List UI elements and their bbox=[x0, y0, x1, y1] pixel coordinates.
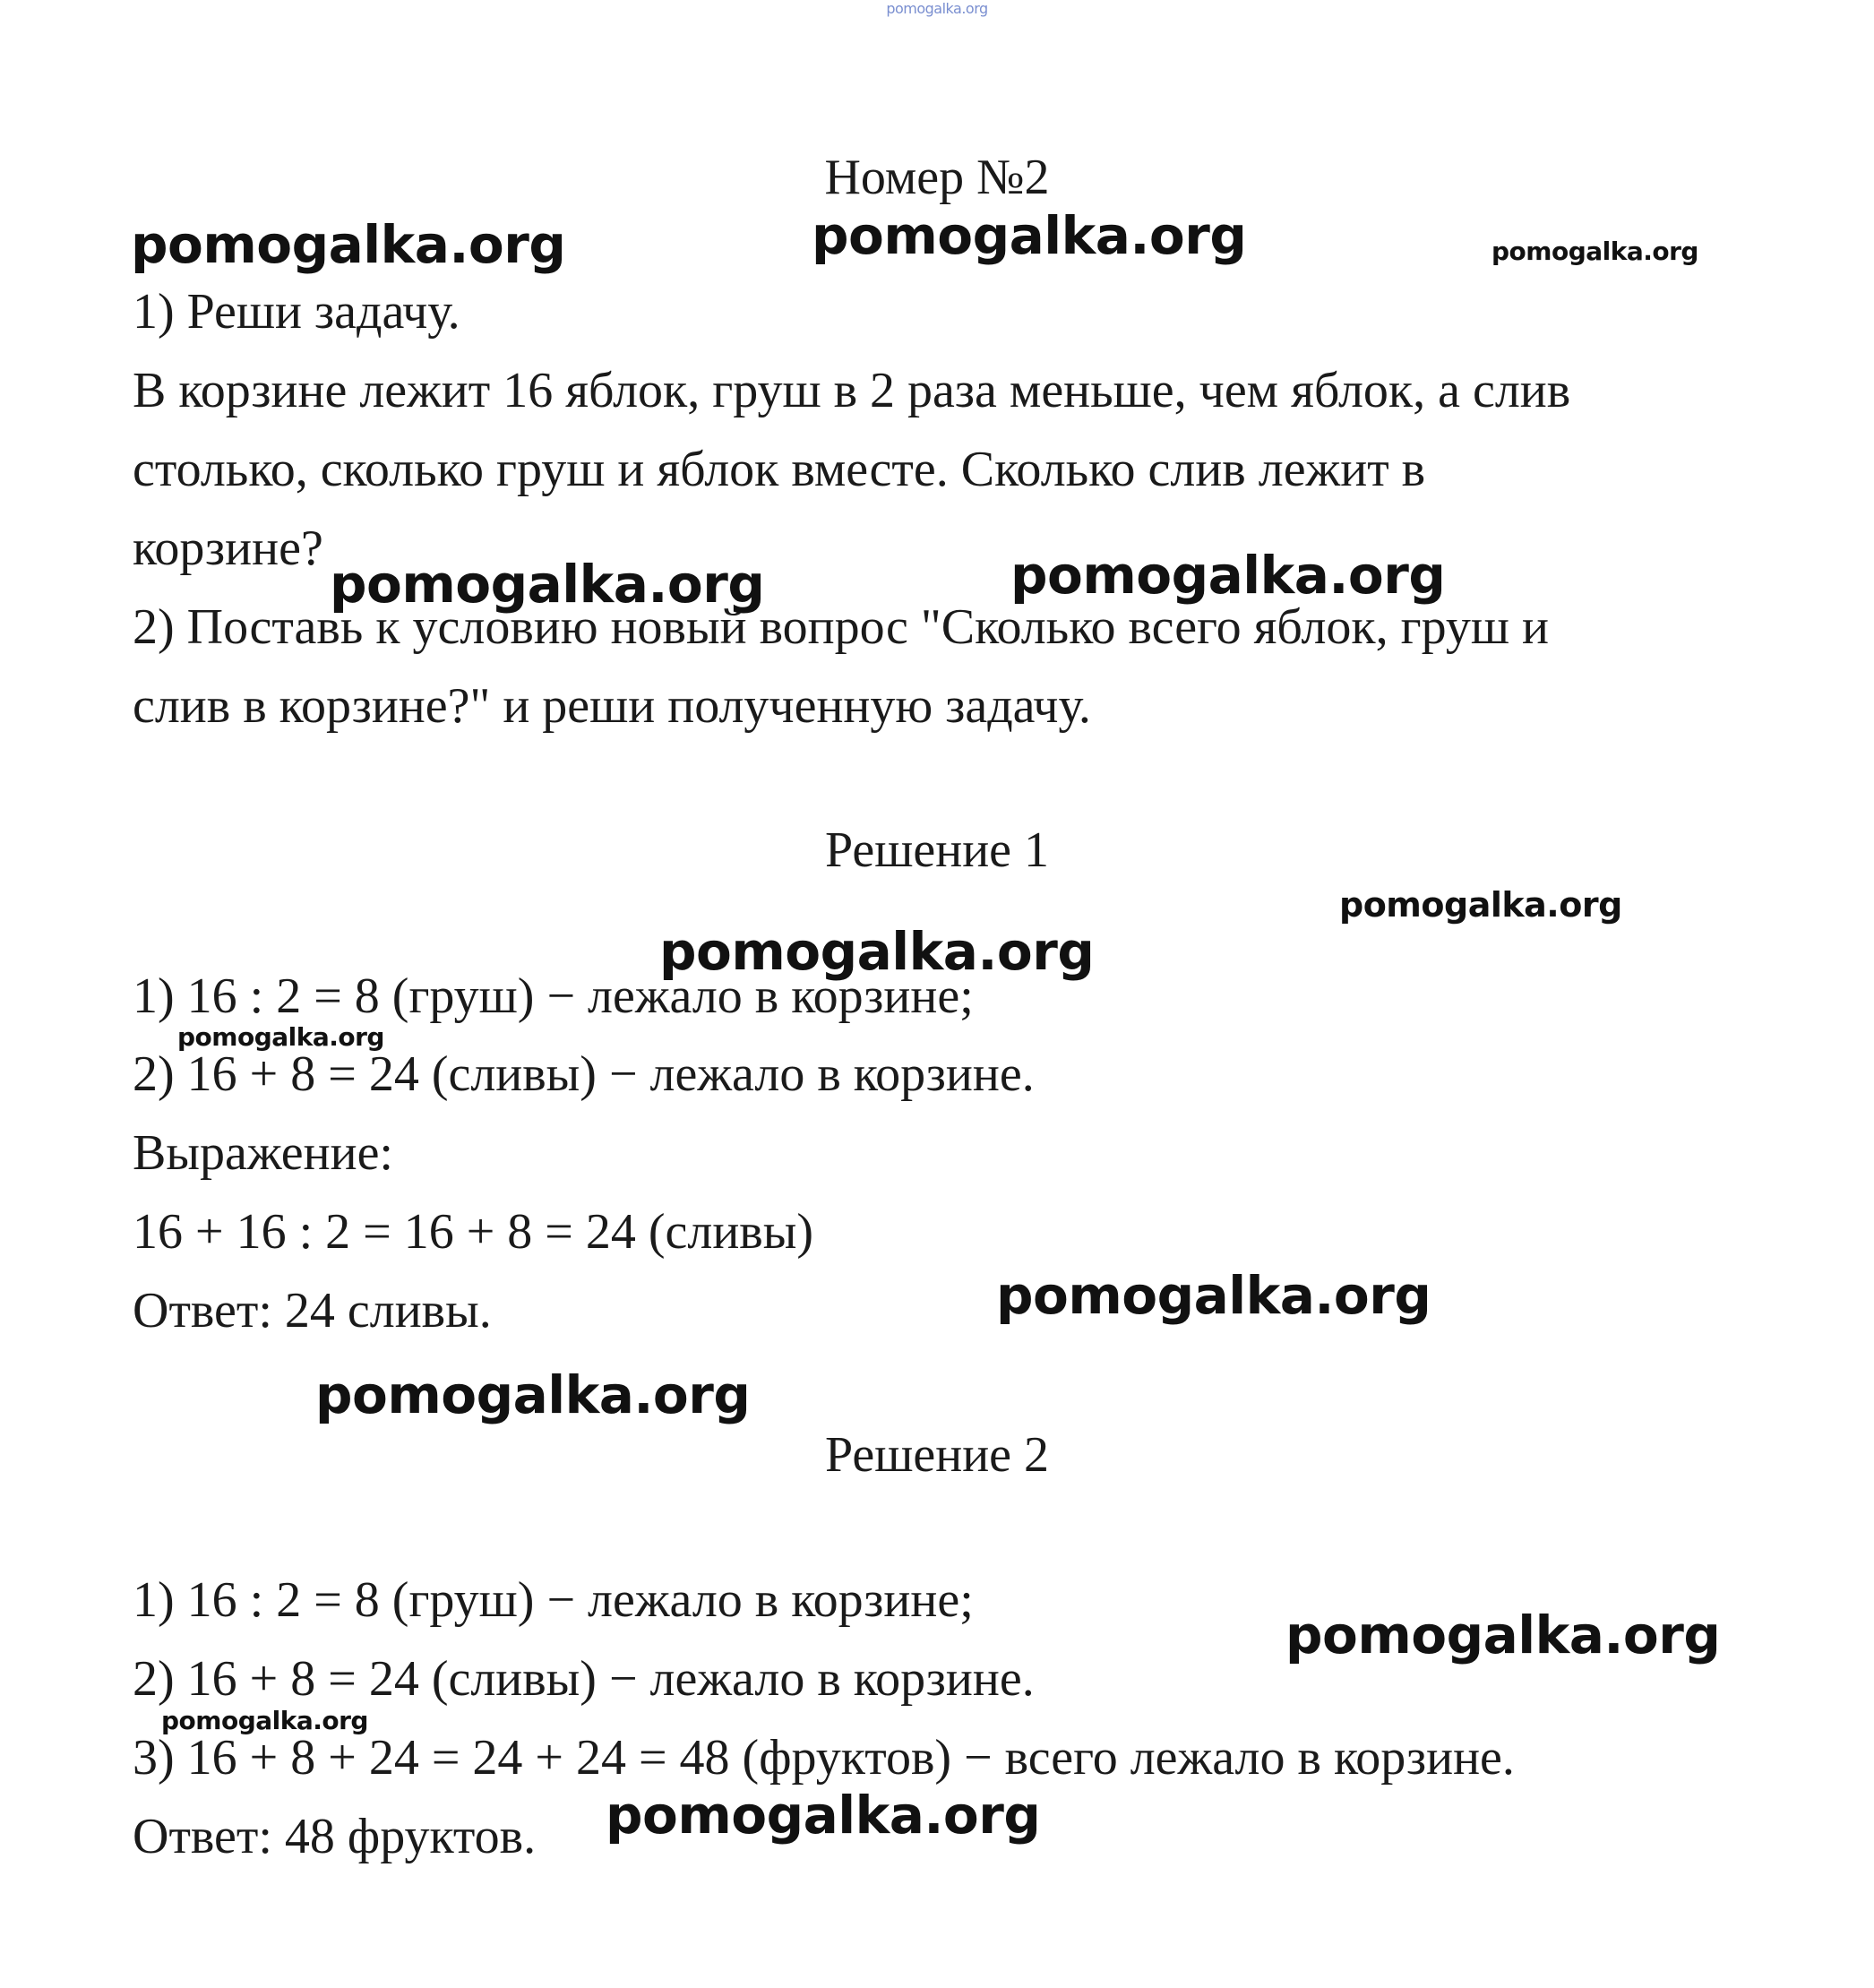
solution1-heading: Решение 1 bbox=[824, 822, 1050, 878]
watermark: pomogalka.org bbox=[1491, 237, 1698, 266]
watermark: pomogalka.org bbox=[315, 1364, 751, 1425]
solution2-step: 3) 16 + 8 + 24 = 24 + 24 = 48 (фруктов) − всего лежало в корзине. bbox=[133, 1730, 1515, 1786]
page-title: Номер №2 bbox=[824, 150, 1050, 205]
solution2-heading: Решение 2 bbox=[824, 1427, 1050, 1483]
solution2-step: 1) 16 : 2 = 8 (груш) − лежало в корзине; bbox=[133, 1572, 974, 1628]
watermark: pomogalka.org bbox=[812, 205, 1247, 266]
solution2-answer: Ответ: 48 фруктов. bbox=[133, 1809, 537, 1864]
solution1-step: 2) 16 + 8 = 24 (сливы) − лежало в корзине. bbox=[133, 1046, 1035, 1102]
task-part1-heading: 1) Реши задачу. bbox=[133, 284, 460, 340]
watermark: pomogalka.org bbox=[1285, 1605, 1721, 1665]
solution1-expression: 16 + 16 : 2 = 16 + 8 = 24 (сливы) bbox=[133, 1204, 814, 1260]
task-part2-line: 2) Поставь к условию новый вопрос "Сколько всего яблок, груш и bbox=[133, 599, 1549, 655]
solution2-step: 2) 16 + 8 = 24 (сливы) − лежало в корзине. bbox=[133, 1651, 1035, 1707]
task-condition-line: столько, сколько груш и яблок вместе. Сколько слив лежит в bbox=[133, 442, 1426, 497]
watermark: pomogalka.org bbox=[1339, 885, 1622, 925]
watermark: pomogalka.org bbox=[1010, 545, 1446, 606]
watermark: pomogalka.org bbox=[131, 214, 566, 275]
watermark-top: pomogalka.org bbox=[886, 0, 988, 17]
task-condition-line: корзине? bbox=[133, 521, 323, 576]
task-part2-line: слив в корзине?" и реши полученную задачу. bbox=[133, 678, 1091, 734]
solution1-answer: Ответ: 24 сливы. bbox=[133, 1283, 492, 1338]
watermark: pomogalka.org bbox=[659, 921, 1095, 982]
watermark: pomogalka.org bbox=[177, 1022, 384, 1052]
watermark: pomogalka.org bbox=[330, 554, 765, 615]
watermark: pomogalka.org bbox=[996, 1265, 1431, 1326]
watermark: pomogalka.org bbox=[161, 1706, 368, 1735]
watermark: pomogalka.org bbox=[606, 1785, 1041, 1846]
solution1-step: 1) 16 : 2 = 8 (груш) − лежало в корзине; bbox=[133, 968, 974, 1024]
solution1-expression-label: Выражение: bbox=[133, 1125, 393, 1181]
task-condition-line: В корзине лежит 16 яблок, груш в 2 раза меньше, чем яблок, а слив bbox=[133, 363, 1571, 418]
